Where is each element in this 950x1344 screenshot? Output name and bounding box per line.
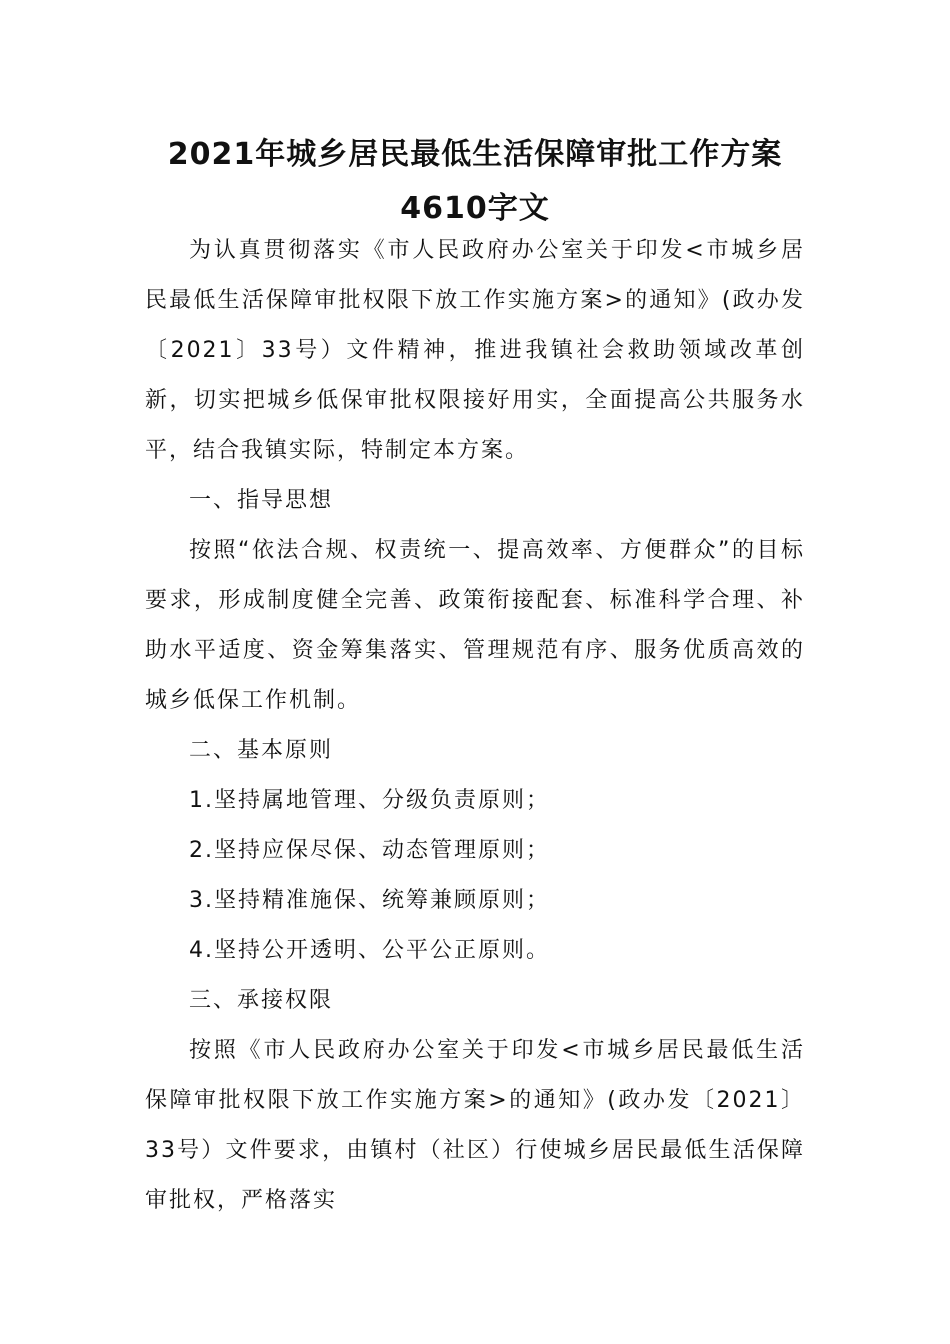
principle-item-1: 1.坚持属地管理、分级负责原则； <box>189 788 550 813</box>
section-heading-authority: 三、承接权限 <box>189 988 334 1013</box>
principle-item-4: 4.坚持公开透明、公平公正原则。 <box>189 938 550 963</box>
section-heading-basic-principles: 二、基本原则 <box>189 738 334 763</box>
guiding-ideology-paragraph: 按照“依法合规、权责统一、提高效率、方便群众”的目标要求，形成制度健全完善、政策衔接配套、标准科学合理、补助水平适度、资金筹集落实、管理规范有序、服务优质高效的城乡低保工作机制。 <box>145 538 805 713</box>
principle-item-2: 2.坚持应保尽保、动态管理原则； <box>189 838 550 863</box>
document-body <box>145 226 805 1226</box>
principle-item-3: 3.坚持精准施保、统筹兼顾原则； <box>189 888 550 913</box>
section-heading-guiding-ideology: 一、指导思想 <box>189 488 334 513</box>
authority-paragraph: 按照《市人民政府办公室关于印发<市城乡居民最低生活保障审批权限下放工作实施方案>的通知》(政办发〔2021〕33号）文件要求，由镇村（社区）行使城乡居民最低生活保障审批权，严格落实 <box>145 1038 805 1213</box>
document-title: 2021年城乡居民最低生活保障审批工作方案4610字文 <box>167 137 783 226</box>
intro-paragraph: 为认真贯彻落实《市人民政府办公室关于印发<市城乡居民最低生活保障审批权限下放工作实施方案>的通知》(政办发〔2021〕33号）文件精神，推进我镇社会救助领域改革创新，切实把城乡低保审批权限接好用实，全面提高公共服务水平，结合我镇实际，特制定本方案。 <box>145 238 805 463</box>
